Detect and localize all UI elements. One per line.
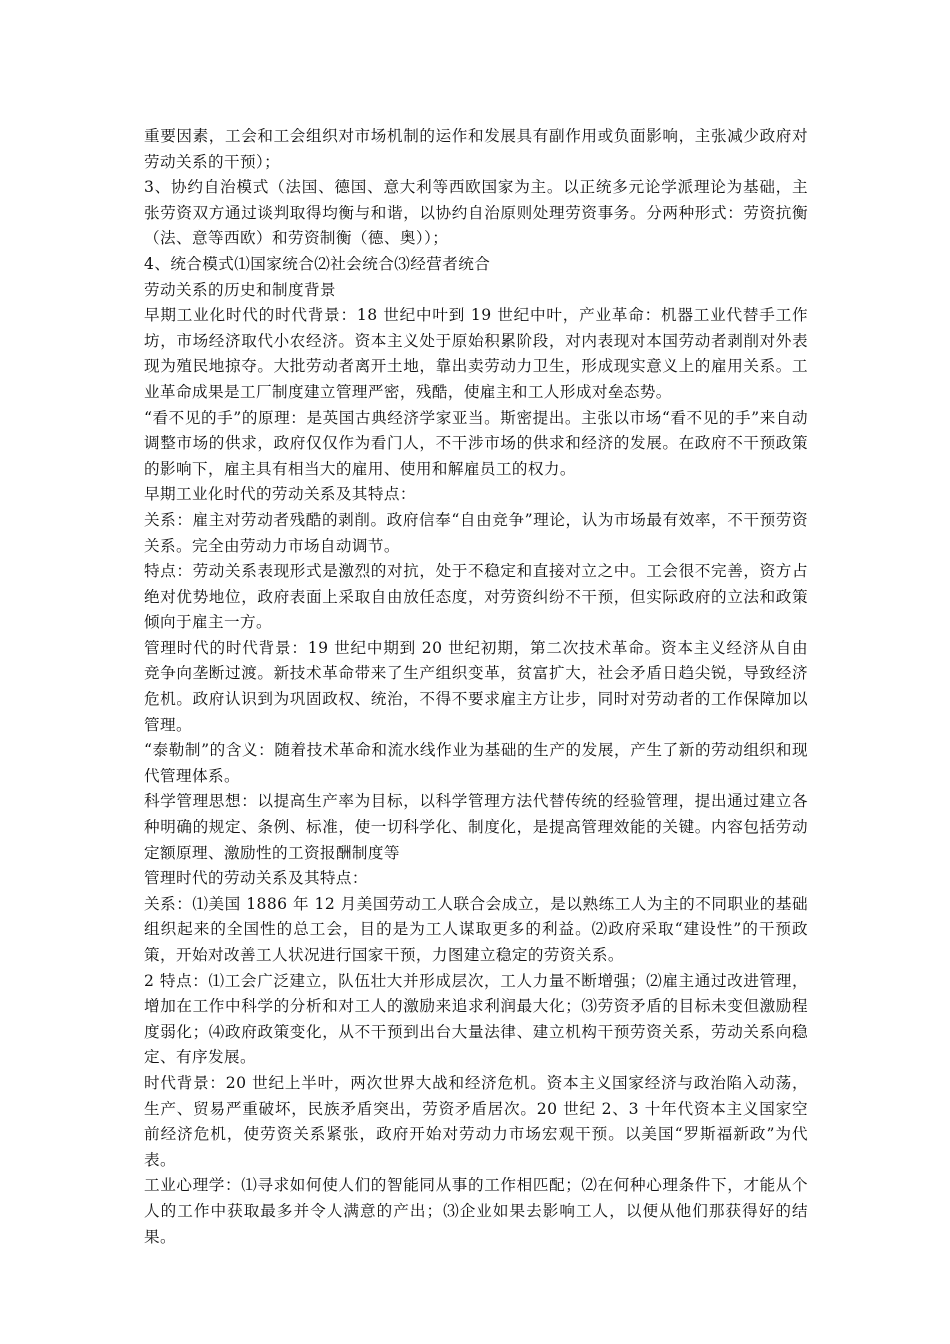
paragraph-early-features: 特点：劳动关系表现形式是激烈的对抗，处于不稳定和直接对立之中。工会很不完善，资方占绝对优势地位，政府表面上采取自由放任态度，对劳资纠纷不干预，但实际政府的立法和政策倾向于雇主一方。 [144, 562, 808, 632]
section-heading-early-relations: 早期工业化时代的劳动关系及其特点： [144, 485, 416, 504]
paragraph-management-features: 2 特点：⑴工会广泛建立，队伍壮大并形成层次，工人力量不断增强；⑵雇主通过改进管理，增加在工作中科学的分析和对工人的激励来追求利润最大化；⑶劳资矛盾的目标未变但激励程度弱化；⑷政府政策变化，从不干预到出台大量法律、建立机构干预劳资关系，劳动关系向稳定、有序发展。 [144, 971, 808, 1067]
paragraph-corporatist-model: 4、统合模式⑴国家统合⑵社会统合⑶经营者统合 [144, 254, 491, 273]
paragraph-industrial-psychology: 工业心理学：⑴寻求如何使人们的智能同从事的工作相匹配；⑵在何种心理条件下，才能从个人的工作中获取最多并令人满意的产出；⑶企业如果去影响工人，以便从他们那获得好的结果。 [144, 1176, 808, 1246]
section-heading-management-relations: 管理时代的劳动关系及其特点： [144, 869, 368, 888]
paragraph-collective-autonomy-model: 3、协约自治模式（法国、德国、意大利等西欧国家为主。以正统多元论学派理论为基础，主张劳资双方通过谈判取得均衡与和谐，以协约自治原则处理劳资事务。分两种形式：劳资抗衡（法、意等西欧）和劳资制衡（德、奥））； [144, 178, 808, 248]
paragraph-taylorism: “泰勒制”的含义：随着技术革命和流水线作业为基础的生产的发展，产生了新的劳动组织和现代管理体系。 [144, 741, 808, 785]
paragraph-union-effects: 重要因素，工会和工会组织对市场机制的运作和发展具有副作用或负面影响，主张减少政府对劳动关系的干预）； [144, 127, 808, 171]
document-body [144, 124, 808, 1250]
paragraph-scientific-management: 科学管理思想：以提高生产率为目标，以科学管理方法代替传统的经验管理，提出通过建立各种明确的规定、条例、标准，使一切科学化、制度化，是提高管理效能的关键。内容包括劳动定额原理、激励性的工资报酬制度等 [144, 792, 808, 862]
paragraph-invisible-hand: “看不见的手”的原理：是英国古典经济学家亚当。斯密提出。主张以市场“看不见的手”来自动调整市场的供求，政府仅仅作为看门人，不干涉市场的供求和经济的发展。在政府不干预政策的影响下，雇主具有相当大的雇用、使用和解雇员工的权力。 [144, 408, 808, 478]
paragraph-era-background: 时代背景：20 世纪上半叶，两次世界大战和经济危机。资本主义国家经济与政治陷入动荡，生产、贸易严重破坏，民族矛盾突出，劳资矛盾居次。20 世纪 2、3 十年代资本主义国家空前经济危机，使劳资关系紧张，政府开始对劳动力市场宏观干预。以美国“罗斯福新政”为代表。 [144, 1073, 808, 1169]
section-heading-history: 劳动关系的历史和制度背景 [144, 280, 336, 299]
paragraph-management-era-background: 管理时代的时代背景：19 世纪中期到 20 世纪初期，第二次技术革命。资本主义经济从自由竞争向垄断过渡。新技术革命带来了生产组织变革，贫富扩大，社会矛盾日趋尖锐，导致经济危机。政府认识到为巩固政权、统治，不得不要求雇主方让步，同时对劳动者的工作保障加以管理。 [144, 638, 808, 734]
paragraph-early-relations: 关系：雇主对劳动者残酷的剥削。政府信奉“自由竞争”理论，认为市场最有效率，不干预劳资关系。完全由劳动力市场自动调节。 [144, 510, 808, 555]
paragraph-management-relations: 关系：⑴美国 1886 年 12 月美国劳动工人联合会成立，是以熟练工人为主的不同职业的基础组织起来的全国性的总工会，目的是为工人谋取更多的利益。⑵政府采取“建设性”的干预政策，开始对改善工人状况进行国家干预，力图建立稳定的劳资关系。 [144, 894, 808, 964]
paragraph-early-industrial-background: 早期工业化时代的时代背景：18 世纪中叶到 19 世纪中叶，产业革命：机器工业代替手工作坊，市场经济取代小农经济。资本主义处于原始积累阶段，对内表现对本国劳动者剥削对外表现为殖民地掠夺。大批劳动者离开土地，靠出卖劳动力卫生，形成现实意义上的雇用关系。工业革命成果是工厂制度建立管理严密，残酷，使雇主和工人形成对垒态势。 [144, 306, 808, 401]
